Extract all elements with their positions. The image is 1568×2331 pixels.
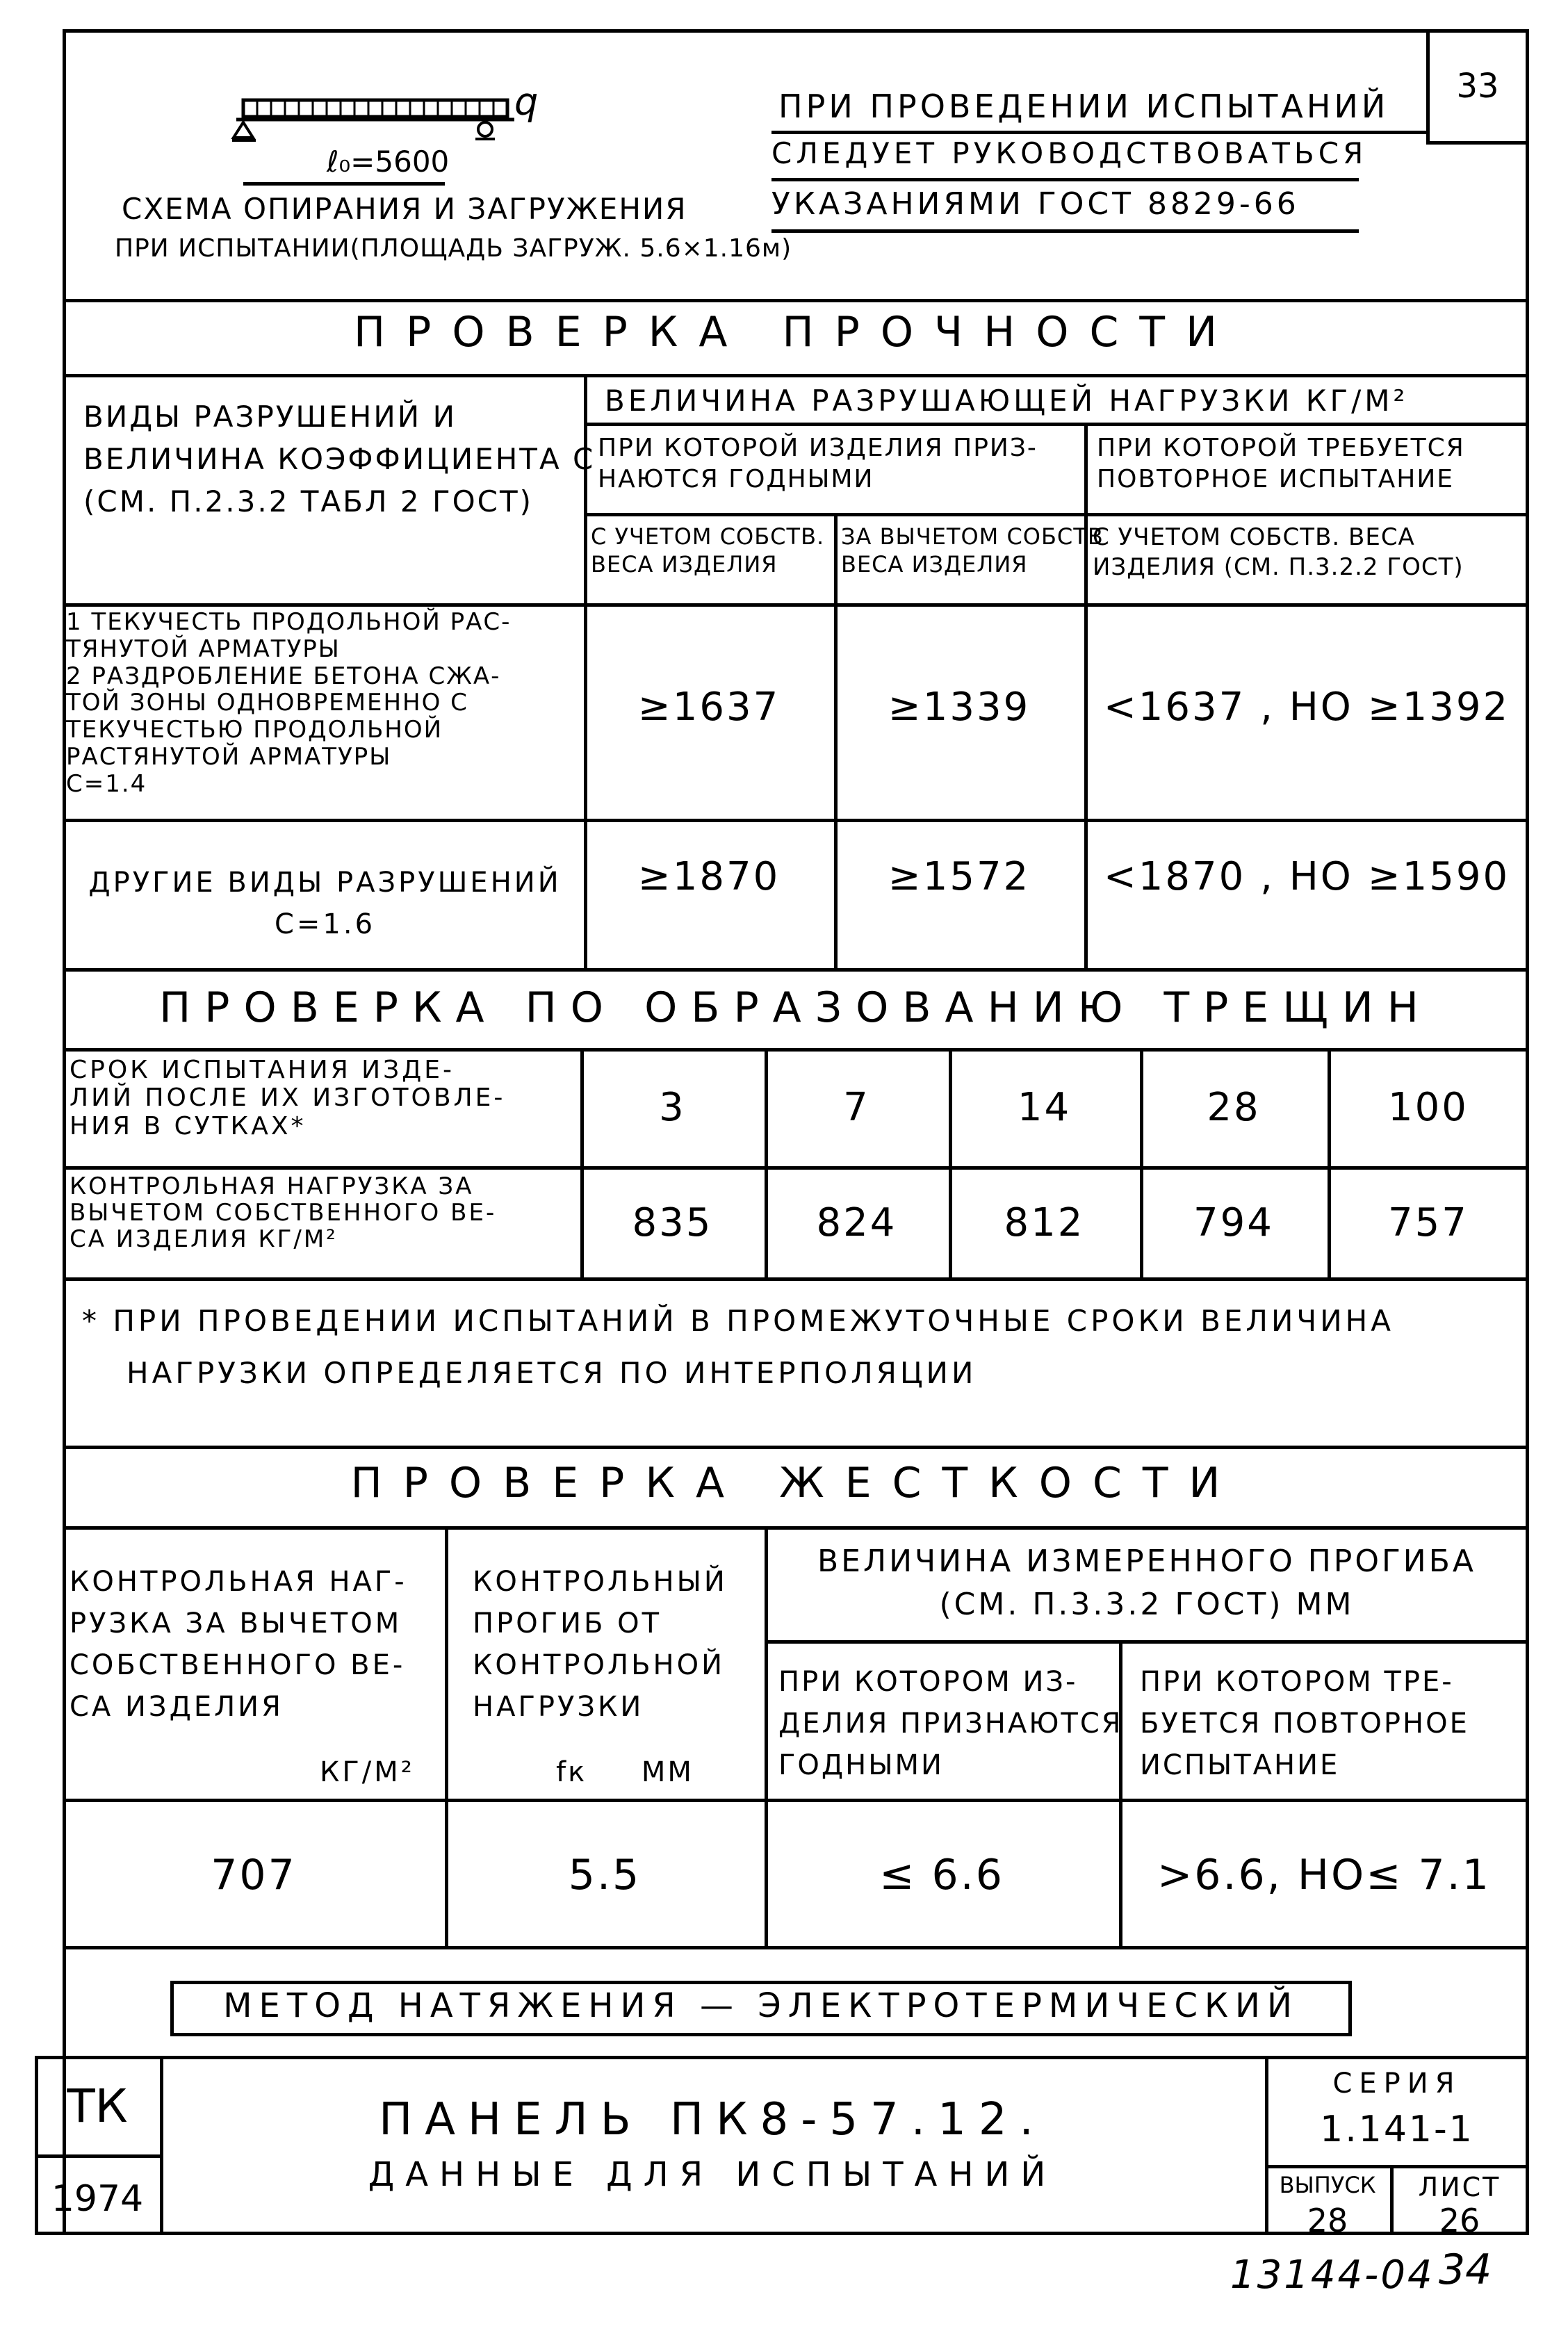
- grid-line: [35, 2232, 63, 2235]
- control-deflection-unit: fк ММ: [556, 1756, 694, 1788]
- control-deflection-value: 5.5: [568, 1851, 642, 1899]
- stiffness-control-load-unit: КГ/М²: [320, 1756, 415, 1788]
- grid-line: [1328, 1048, 1331, 1277]
- grid-line: [765, 1048, 768, 1277]
- grid-line: [1140, 1048, 1143, 1277]
- divider: [35, 2056, 1529, 2059]
- failure-type-row-2: ДРУГИЕ ВИДЫ РАЗРУШЕНИЙ С=1.6: [88, 867, 562, 940]
- interpolation-footnote-line-1: * ПРИ ПРОВЕДЕНИИ ИСПЫТАНИЙ В ПРОМЕЖУТОЧНЫЕ СРОКИ ВЕЛИЧИНА: [82, 1304, 1394, 1338]
- grid-line: [63, 603, 1529, 607]
- strength-failure-type-header: ВИДЫ РАЗРУШЕНИЙ И ВЕЛИЧИНА КОЭФФИЦИЕНТА С (СМ. П.2.3.2 ТАБЛ 2 ГОСТ): [83, 400, 596, 518]
- archive-number: 13144-04: [1230, 2252, 1435, 2298]
- control-load-value: 794: [1193, 1200, 1274, 1245]
- cracks-section-title: ПРОВЕРКА ПО ОБРАЗОВАНИЮ ТРЕЩИН: [159, 983, 1432, 1032]
- with-weight-value-row-1: ≥1637: [637, 685, 781, 730]
- divider: [63, 968, 1529, 972]
- test-age-value: 100: [1388, 1085, 1469, 1130]
- control-load-value: 824: [816, 1200, 897, 1245]
- control-load-value: 812: [1004, 1200, 1085, 1245]
- drawing-year: 1974: [51, 2178, 144, 2220]
- stiffness-control-load-header: КОНТРОЛЬНАЯ НАГ- РУЗКА ЗА ВЫЧЕТОМ СОБСТВЕННОГО ВЕ- СА ИЗДЕЛИЯ: [70, 1566, 407, 1723]
- retest-value-row-2: <1870 , НО ≥1590: [1103, 854, 1510, 899]
- control-load-value: 835: [632, 1200, 713, 1245]
- grid-line: [160, 2056, 163, 2235]
- test-age-value: 14: [1017, 1085, 1072, 1130]
- series-label: СЕРИЯ: [1332, 2068, 1462, 2100]
- grid-line: [949, 1048, 952, 1277]
- grid-line: [63, 1799, 1529, 1802]
- deflection-retest-value: >6.6, НО≤ 7.1: [1157, 1851, 1491, 1899]
- stiffness-section-title: ПРОВЕРКА ЖЕСТКОСТИ: [350, 1459, 1241, 1507]
- archive-page: 34: [1439, 2246, 1492, 2294]
- minus-weight-value-row-2: ≥1572: [888, 854, 1031, 899]
- divider: [63, 374, 1529, 377]
- divider: [63, 1277, 1529, 1281]
- grid-line: [63, 819, 1529, 822]
- retest-load-header: ПРИ КОТОРОЙ ТРЕБУЕТСЯ ПОВТОРНОЕ ИСПЫТАНИЕ: [1097, 434, 1465, 493]
- span-label: ℓ₀=5600: [327, 145, 450, 179]
- divider: [63, 1446, 1529, 1449]
- issue-value: 28: [1307, 2202, 1348, 2239]
- organization-code: ТК: [67, 2079, 128, 2133]
- note-underline-2: [771, 178, 1359, 181]
- with-weight-value-row-2: ≥1870: [637, 854, 781, 899]
- test-note-line-1: ПРИ ПРОВЕДЕНИИ ИСПЫТАНИЙ: [778, 88, 1389, 125]
- control-deflection-header: КОНТРОЛЬНЫЙ ПРОГИБ ОТ КОНТРОЛЬНОЙ НАГРУЗКИ: [473, 1566, 728, 1723]
- minus-weight-header: ЗА ВЫЧЕТОМ СОБСТВ ВЕСА ИЗДЕЛИЯ: [841, 523, 1104, 578]
- grid-line: [834, 513, 838, 968]
- interpolation-footnote-line-2: НАГРУЗКИ ОПРЕДЕЛЯЕТСЯ ПО ИНТЕРПОЛЯЦИИ: [126, 1356, 977, 1390]
- deflection-retest-header: ПРИ КОТОРОМ ТРЕ- БУЕТСЯ ПОВТОРНОЕ ИСПЫТАНИЕ: [1140, 1666, 1469, 1781]
- scheme-caption-line-2: ПРИ ИСПЫТАНИИ(ПЛОЩАДЬ ЗАГРУЖ. 5.6×1.16м): [115, 234, 792, 263]
- failure-load-header: ВЕЛИЧИНА РАЗРУШАЮЩЕЙ НАГРУЗКИ КГ/М²: [605, 384, 1409, 418]
- test-age-value: 3: [659, 1085, 686, 1130]
- prestress-method: МЕТОД НАТЯЖЕНИЯ — ЭЛЕКТРОТЕРМИЧЕСКИЙ: [223, 1986, 1299, 2025]
- series-value: 1.141-1: [1320, 2109, 1474, 2150]
- span-underline: [243, 182, 445, 186]
- grid-line: [765, 1640, 1529, 1644]
- drawing-title: ПАНЕЛЬ ПК8-57.12.: [379, 2094, 1046, 2145]
- grid-line: [584, 513, 1529, 516]
- retest-with-weight-header: С УЧЕТОМ СОБСТВ. ВЕСА ИЗДЕЛИЯ (СМ. П.3.2.2 ГОСТ): [1093, 523, 1464, 581]
- test-age-label: СРОК ИСПЫТАНИЯ ИЗДЕ- ЛИЙ ПОСЛЕ ИХ ИЗГОТОВЛЕ- НИЯ В СУТКАХ*: [70, 1056, 506, 1140]
- retest-value-row-1: <1637 , НО ≥1392: [1103, 685, 1510, 730]
- grid-line: [63, 1166, 1529, 1170]
- issue-label: ВЫПУСК: [1279, 2172, 1376, 2198]
- divider: [63, 299, 1529, 302]
- deflection-good-value: ≤ 6.6: [879, 1851, 1004, 1899]
- divider: [63, 1946, 1529, 1949]
- note-underline-3: [771, 229, 1359, 233]
- test-note-line-3: УКАЗАНИЯМИ ГОСТ 8829-66: [771, 186, 1300, 222]
- sheet-number: 33: [1456, 67, 1499, 106]
- grid-line: [584, 423, 1529, 426]
- grid-line: [35, 2154, 160, 2158]
- divider: [63, 1526, 1529, 1530]
- test-age-value: 28: [1207, 1085, 1261, 1130]
- measured-deflection-header: ВЕЛИЧИНА ИЗМЕРЕННОГО ПРОГИБА (СМ. П.3.3.2 ГОСТ) ММ: [817, 1544, 1476, 1622]
- stiffness-control-load-value: 707: [211, 1851, 297, 1899]
- deflection-good-header: ПРИ КОТОРОМ ИЗ- ДЕЛИЯ ПРИЗНАЮТСЯ ГОДНЫМИ: [778, 1666, 1123, 1781]
- sheet-label: ЛИСТ: [1418, 2172, 1501, 2202]
- control-load-label: КОНТРОЛЬНАЯ НАГРУЗКА ЗА ВЫЧЕТОМ СОБСТВЕННОГО ВЕ- СА ИЗДЕЛИЯ КГ/М²: [70, 1172, 497, 1254]
- load-symbol: q: [514, 80, 539, 124]
- strength-section-title: ПРОВЕРКА ПРОЧНОСТИ: [354, 308, 1238, 357]
- grid-line: [1265, 2165, 1529, 2168]
- drawing-subtitle: ДАННЫЕ ДЛЯ ИСПЫТАНИЙ: [368, 2155, 1057, 2194]
- control-load-value: 757: [1388, 1200, 1469, 1245]
- with-weight-header: С УЧЕТОМ СОБСТВ. ВЕСА ИЗДЕЛИЯ: [591, 523, 825, 578]
- failure-type-row-1: 1 ТЕКУЧЕСТЬ ПРОДОЛЬНОЙ РАС- ТЯНУТОЙ АРМАТУРЫ 2 РАЗДРОБЛЕНИЕ БЕТОНА СЖА- ТОЙ ЗОНЫ ОДНОВРЕМЕННО С ТЕКУЧЕСТЬЮ ПРОДОЛЬНОЙ РАСТЯНУТОЙ АРМАТУРЫ С=1.4: [66, 608, 512, 798]
- divider: [63, 1048, 1529, 1052]
- scheme-caption-line-1: СХЕМА ОПИРАНИЯ И ЗАГРУЖЕНИЯ: [122, 192, 687, 226]
- note-underline-1: [771, 131, 1428, 134]
- good-load-header: ПРИ КОТОРОЙ ИЗДЕЛИЯ ПРИЗ- НАЮТСЯ ГОДНЫМИ: [598, 434, 1038, 493]
- grid-line: [580, 1048, 584, 1277]
- sheet-value: 26: [1439, 2202, 1480, 2239]
- minus-weight-value-row-1: ≥1339: [888, 685, 1031, 730]
- test-age-value: 7: [843, 1085, 870, 1130]
- test-note-line-2: СЛЕДУЕТ РУКОВОДСТВОВАТЬСЯ: [771, 136, 1368, 170]
